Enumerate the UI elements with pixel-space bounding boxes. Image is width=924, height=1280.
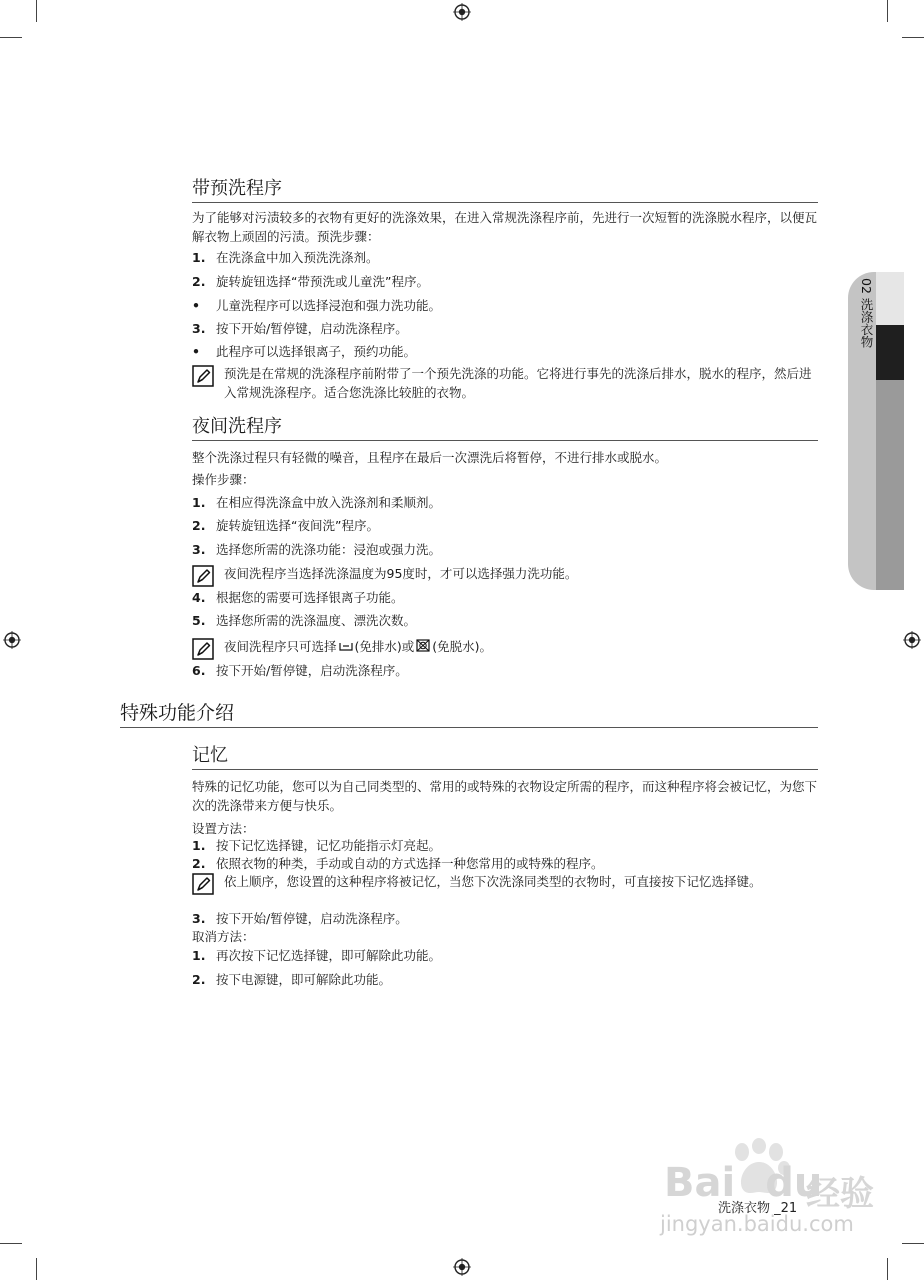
prewash-note — [192, 364, 818, 402]
list-text: 按下开始/暂停键，启动洗涤程序。 — [216, 321, 408, 336]
night-note-2 — [192, 637, 818, 656]
list-text: 按下电源键，即可解除此功能。 — [216, 972, 392, 987]
note-text: 夜间洗程序当选择洗涤温度为95度时，才可以选择强力洗功能。 — [224, 566, 578, 581]
crop-mark-top-left-v — [36, 0, 37, 22]
watermark-brand-cn: 经验 — [806, 1174, 874, 1214]
registration-mark-bottom-icon — [453, 1258, 471, 1276]
note-pencil-icon — [192, 365, 214, 387]
list-text: 儿童洗程序可以选择浸泡和强力洗功能。 — [216, 298, 442, 313]
page-footer: 洗涤衣物 _21 — [718, 1201, 798, 1216]
list-marker: 2. — [192, 856, 206, 871]
list-item — [192, 946, 818, 965]
watermark-brand-bai: Bai — [664, 1160, 736, 1206]
list-text: 选择您所需的洗涤温度、漂洗次数。 — [216, 613, 417, 628]
chapter-tab-active — [876, 325, 904, 380]
list-text: 旋转旋钮选择“带预洗或儿童洗”程序。 — [216, 274, 429, 289]
list-item — [192, 909, 818, 928]
crop-mark-top-right — [902, 37, 924, 38]
crop-mark-bottom-left — [0, 1243, 22, 1244]
night-note-1 — [192, 564, 818, 583]
crop-mark-top-right-v — [887, 0, 888, 22]
list-text: 根据您的需要可选择银离子功能。 — [216, 590, 404, 605]
special-heading: 特殊功能介绍 — [120, 700, 818, 728]
list-text: 按下记忆选择键，记忆功能指示灯亮起。 — [216, 838, 442, 853]
memory-cancel-label: 取消方法： — [192, 929, 255, 944]
list-marker: 4. — [192, 590, 206, 605]
list-item — [192, 296, 818, 315]
prewash-intro: 为了能够对污渍较多的衣物有更好的洗涤效果，在进入常规洗涤程序前，先进行一次短暂的洗涤脱水程序，以便瓦解衣物上顽固的污渍。预洗步骤： — [192, 210, 818, 244]
registration-mark-top-icon — [453, 3, 471, 21]
list-item — [192, 540, 818, 559]
list-marker: 1. — [192, 250, 206, 265]
chapter-tab-label: 02 洗涤衣物 — [859, 278, 874, 348]
chapter-tab-top — [876, 272, 904, 325]
note-text-c: (免脱水)。 — [432, 639, 493, 654]
list-item — [192, 272, 818, 291]
memory-intro: 特殊的记忆功能，您可以为自己同类型的、常用的或特殊的衣物设定所需的程序，而这种程序将会被记忆，为您下次的洗涤带来方便与快乐。 — [192, 779, 818, 813]
night-intro: 整个洗涤过程只有轻微的噪音，且程序在最后一次漂洗后将暂停，不进行排水或脱水。 — [192, 450, 668, 465]
memory-heading: 记忆 — [192, 744, 818, 770]
note-text — [224, 637, 818, 656]
list-marker: 6. — [192, 663, 206, 678]
list-text: 按下开始/暂停键，启动洗涤程序。 — [216, 663, 408, 678]
list-marker: 2. — [192, 518, 206, 533]
memory-note — [192, 872, 818, 891]
note-pencil-icon — [192, 565, 214, 587]
note-text: 依上顺序，您设置的这种程序将被记忆，当您下次洗涤同类型的衣物时，可直接按下记忆选择键。 — [224, 874, 762, 889]
watermark-brand-du: du — [765, 1160, 823, 1206]
note-pencil-icon — [192, 873, 214, 895]
list-marker: 1. — [192, 495, 206, 510]
note-text-a: 夜间洗程序只可选择 — [224, 639, 337, 654]
list-marker: 3. — [192, 321, 206, 336]
list-text: 依照衣物的种类，手动或自动的方式选择一种您常用的或特殊的程序。 — [216, 856, 604, 871]
list-item — [192, 661, 818, 680]
crop-mark-top-left — [0, 37, 22, 38]
list-text: 在洗涤盒中加入预洗洗涤剂。 — [216, 250, 379, 265]
list-text: 再次按下记忆选择键，即可解除此功能。 — [216, 948, 442, 963]
list-item — [192, 854, 818, 873]
list-text: 旋转旋钮选择“夜间洗”程序。 — [216, 518, 379, 533]
prewash-heading: 带预洗程序 — [192, 177, 818, 203]
note-text: 预洗是在常规的洗涤程序前附带了一个预先洗涤的功能。它将进行事先的洗涤后排水，脱水的程序，然后进入常规洗涤程序。适合您洗涤比较脏的衣物。 — [224, 366, 812, 400]
no-spin-icon — [416, 639, 430, 652]
night-heading: 夜间洗程序 — [192, 415, 818, 441]
list-item — [192, 970, 818, 989]
note-text-b: (免排水)或 — [354, 639, 415, 654]
crop-mark-bottom-right-v — [887, 1258, 888, 1280]
list-marker: 3. — [192, 911, 206, 926]
list-item — [192, 248, 818, 267]
no-drain-icon — [339, 640, 353, 652]
list-marker: 1. — [192, 948, 206, 963]
list-item — [192, 342, 818, 361]
list-marker: 2. — [192, 972, 206, 987]
crop-mark-bottom-right — [902, 1243, 924, 1244]
memory-setup-label: 设置方法： — [192, 821, 255, 836]
list-marker: • — [192, 298, 200, 313]
list-text: 此程序可以选择银离子，预约功能。 — [216, 344, 417, 359]
list-marker: 2. — [192, 274, 206, 289]
registration-mark-left-icon — [3, 631, 21, 649]
list-text: 按下开始/暂停键，启动洗涤程序。 — [216, 911, 408, 926]
list-marker: 1. — [192, 838, 206, 853]
list-marker: • — [192, 344, 200, 359]
note-pencil-icon — [192, 638, 214, 660]
night-steps-label: 操作步骤： — [192, 472, 255, 487]
list-text: 在相应得洗涤盒中放入洗涤剂和柔顺剂。 — [216, 495, 442, 510]
chapter-tab-rest — [876, 380, 904, 590]
watermark-url: jingyan.baidu.com — [660, 1212, 854, 1236]
list-marker: 3. — [192, 542, 206, 557]
watermark-brand — [664, 1160, 822, 1206]
list-item — [192, 493, 818, 512]
crop-mark-bottom-left-v — [36, 1258, 37, 1280]
list-item — [192, 588, 818, 607]
list-text: 选择您所需的洗涤功能：浸泡或强力洗。 — [216, 542, 442, 557]
list-item — [192, 611, 818, 630]
registration-mark-right-icon — [903, 631, 921, 649]
list-item — [192, 836, 818, 855]
list-marker: 5. — [192, 613, 206, 628]
list-item — [192, 319, 818, 338]
list-item — [192, 516, 818, 535]
